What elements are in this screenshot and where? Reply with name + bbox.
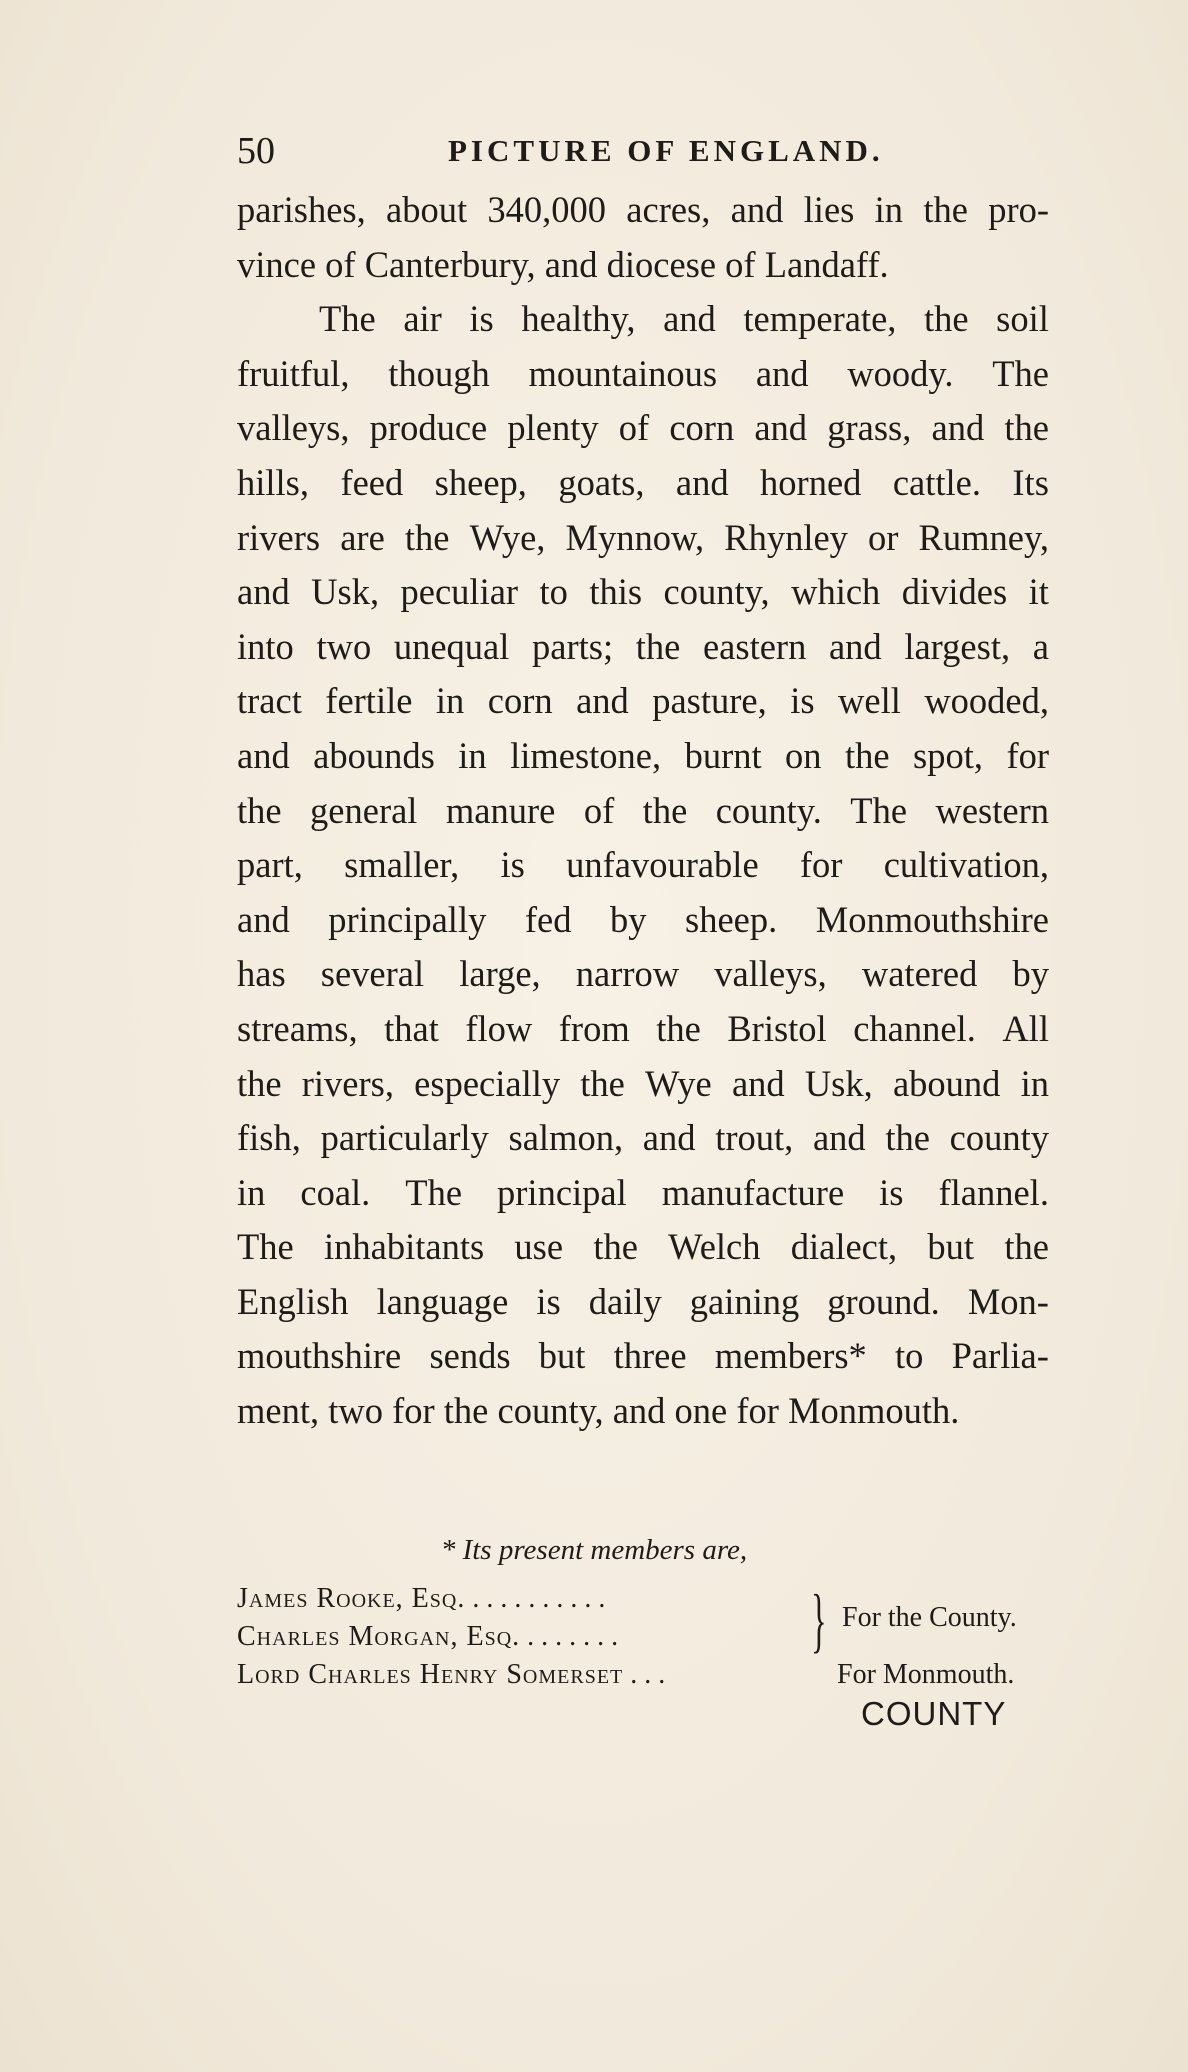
member-name: Charles Morgan, Esq.: [237, 1621, 521, 1652]
brace-icon: }: [811, 1580, 827, 1660]
text-line: streams, that flow from the Bristol channel. All: [237, 1007, 1049, 1049]
text-line: rivers are the Wye, Mynnow, Rhynley or Rumney,: [237, 516, 1049, 558]
text-line: vince of Canterbury, and diocese of Landaff.: [237, 243, 889, 285]
text-line: has several large, narrow valleys, watered by: [237, 953, 1049, 995]
body-text: [237, 183, 1049, 1439]
county-seat-label: For the County.: [842, 1602, 1017, 1633]
text-line: and Usk, peculiar to this county, which divides it: [237, 571, 1049, 613]
catchword: COUNTY: [861, 1695, 1007, 1732]
member-row: [237, 1580, 605, 1618]
running-title: PICTURE OF ENGLAND.: [448, 133, 884, 168]
member-name: James Rooke, Esq.: [237, 1583, 466, 1614]
member-row: [237, 1618, 618, 1656]
text-line: and principally fed by sheep. Monmouthshire: [237, 898, 1049, 940]
text-line: mouthshire sends but three members* to Parlia-: [237, 1335, 1049, 1377]
text-line: The air is healthy, and temperate, the soil: [319, 298, 1049, 340]
text-line: in coal. The principal manufacture is flannel.: [237, 1171, 1049, 1213]
monmouth-seat-label: For Monmouth.: [837, 1659, 1015, 1690]
text-line: English language is daily gaining ground. Mon-: [237, 1280, 1049, 1322]
text-line: the rivers, especially the Wye and Usk, abound in: [237, 1062, 1049, 1104]
text-line: the general manure of the county. The western: [237, 789, 1049, 831]
footnote-heading: * Its present members are,: [440, 1534, 748, 1566]
text-line: fish, particularly salmon, and trout, and the county: [237, 1117, 1049, 1159]
text-line: parishes, about 340,000 acres, and lies in the pro-: [237, 189, 1049, 230]
text-line: valleys, produce plenty of corn and grass, and the: [237, 407, 1049, 449]
text-line: into two unequal parts; the eastern and largest, a: [237, 625, 1049, 667]
dot-leader: . . . . . . .: [527, 1621, 619, 1652]
text-line: fruitful, though mountainous and woody. The: [237, 352, 1049, 394]
text-line: ment, two for the county, and one for Monmouth.: [237, 1390, 960, 1432]
text-line: The inhabitants use the Welch dialect, but the: [237, 1226, 1049, 1268]
page-header: [237, 126, 937, 176]
member-name: Lord Charles Henry Somerset: [237, 1659, 624, 1690]
text-line: tract fertile in corn and pasture, is well wooded,: [237, 680, 1049, 722]
dot-leader: . . .: [630, 1659, 666, 1690]
member-row: [237, 1656, 665, 1694]
dot-leader: . . . . . . . . . .: [472, 1583, 606, 1614]
page-number: 50: [237, 130, 275, 172]
text-line: part, smaller, is unfavourable for cultivation,: [237, 844, 1049, 886]
text-line: hills, feed sheep, goats, and horned cattle. Its: [237, 461, 1049, 503]
text-line: and abounds in limestone, burnt on the spot, for: [237, 734, 1049, 776]
